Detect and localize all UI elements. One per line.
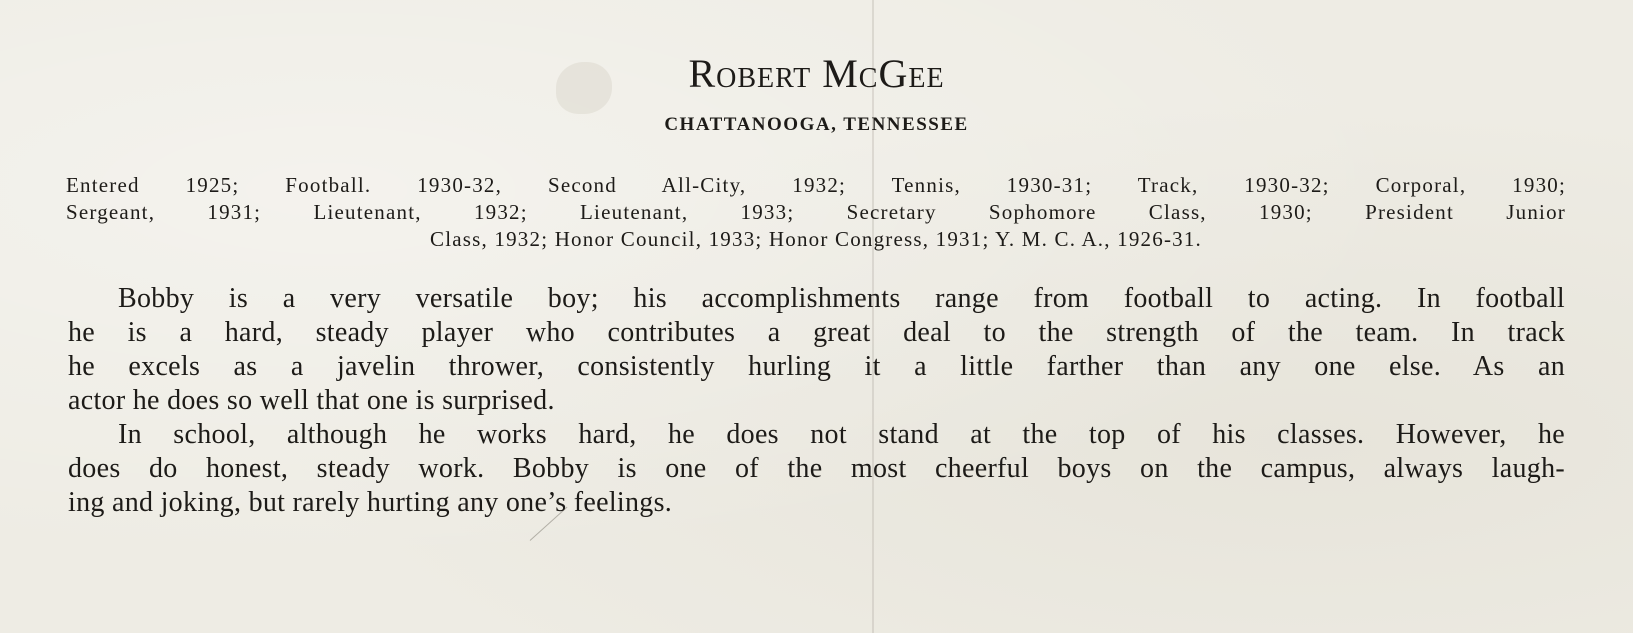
biography-line: he is a hard, steady player who contributes a great deal to the strength of the team. In track [68, 317, 1565, 348]
biography-line: actor he does so well that one is surprised. [68, 385, 555, 416]
biography-line: In school, although he works hard, he does not stand at the top of his classes. However, he [118, 419, 1565, 450]
activities-record [66, 172, 1566, 253]
biography-line: ing and joking, but rarely hurting any one’s feelings. [68, 487, 673, 518]
biography-line: Bobby is a very versatile boy; his accomplishments range from football to acting. In football [118, 283, 1565, 314]
biography-line: he excels as a javelin thrower, consistently hurling it a little farther than any one else. As an [68, 351, 1565, 382]
student-hometown: CHATTANOOGA, TENNESSEE [664, 114, 969, 135]
activities-line: Class, 1932; Honor Council, 1933; Honor Congress, 1931; Y. M. C. A., 1926-31. [430, 227, 1202, 251]
activities-line: Entered 1925; Football. 1930-32, Second All-City, 1932; Tennis, 1930-31; Track, 1930-32; Corporal, 1930; [66, 173, 1566, 197]
biography-text [68, 282, 1565, 520]
student-name: Robert McGee [688, 51, 945, 96]
biography-line: does do honest, steady work. Bobby is one of the most cheerful boys on the campus, always laugh- [68, 453, 1565, 484]
activities-line: Sergeant, 1931; Lieutenant, 1932; Lieutenant, 1933; Secretary Sophomore Class, 1930; President Junior [66, 200, 1566, 224]
